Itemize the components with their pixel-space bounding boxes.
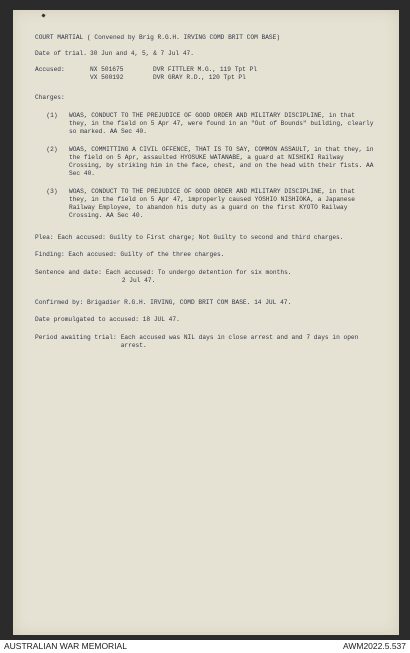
accused-name: DVR FITTLER M.G., 119 Tpt Pl (153, 66, 257, 73)
period-text: Each accused was NIL days in close arrest and and 7 days in open arrest. (120, 334, 359, 349)
pencil-mark (41, 13, 45, 17)
accused-number: NX 501675 (90, 66, 124, 73)
sentence-block (106, 269, 375, 285)
accused-entry (90, 74, 257, 82)
archive-name: AUSTRALIAN WAR MEMORIAL (4, 641, 127, 651)
charge-number: (3) (46, 188, 58, 195)
archive-reference: AWM2022.5.537 (343, 641, 406, 651)
sentence-row (35, 269, 375, 285)
archive-footer (0, 640, 410, 653)
accused-label: Accused: (35, 66, 65, 73)
period-row (35, 334, 375, 350)
accused-name: DVR GRAY R.D., 120 Tpt Pl (153, 74, 246, 81)
sentence-label: Sentence and date: (35, 269, 102, 276)
trial-date-row (35, 50, 375, 58)
accused-list (90, 66, 257, 82)
accused-row (35, 66, 375, 82)
confirmed-text: Confirmed by: Brigadier R.G.H. IRVING, COMD BRIT COM BASE. 14 JUL 47. (35, 299, 292, 306)
accused-number: VX 500192 (90, 74, 124, 81)
record-heading: COURT MARTIAL ( Convened by Brig R.G.H. IRVING COMD BRIT COM BASE) (35, 34, 281, 41)
charge-text: WOAS, CONDUCT TO THE PREJUDICE OF GOOD ORDER AND MILITARY DISCIPLINE, in that they, in the field on 5 Apr 47, were found in an "Out of Bounds" building, clearly so marked. AA Sec 40. (69, 112, 374, 135)
plea-text: Each accused: Guilty to First charge; Not Guilty to second and third charges. (57, 234, 344, 241)
charge-item (35, 112, 375, 136)
trial-date-label: Date of trial. (35, 50, 87, 57)
charge-text: WOAS, CONDUCT TO THE PREJUDICE OF GOOD ORDER AND MILITARY DISCIPLINE, in that they, in the field on 5 Apr 47, improperly caused YOSHIO NISHIOKA, a Japanese Railway Employee, to abandon his duty as a guard on the first KYOTO Railway Crossing. AA Sec 40. (69, 188, 355, 219)
charge-text: WOAS, COMMITTING A CIVIL OFFENCE, THAT IS TO SAY, COMMON ASSAULT, in that they, in the field on 5 Apr, assaulted HYOSUKE WATANABE, a guard at NISHIKI Railway Crossing, by striking him in the face, chest, and on the head with their fists. AA Sec 40. (69, 146, 374, 177)
charges-label: Charges: (35, 94, 65, 101)
court-martial-record (35, 34, 375, 350)
charge-number: (2) (46, 146, 58, 153)
charge-number: (1) (46, 112, 58, 119)
trial-date-value: 30 Jun and 4, 5, & 7 Jul 47. (90, 50, 194, 57)
sentence-text: Each accused: To undergo detention for six months. (105, 269, 292, 276)
document-page (13, 10, 399, 635)
plea-label: Plea: (35, 234, 54, 241)
accused-entry (90, 66, 257, 74)
period-label: Period awaiting trial: (35, 334, 117, 341)
plea-row (35, 234, 375, 242)
finding-text: Finding: Each accused: Guilty of the three charges. (35, 251, 225, 258)
sentence-date: 2 Jul 47. (121, 277, 156, 284)
charge-item (35, 146, 375, 178)
charge-item (35, 188, 375, 220)
promulgated-text: Date promulgated to accused: 18 JUL 47. (35, 316, 180, 323)
